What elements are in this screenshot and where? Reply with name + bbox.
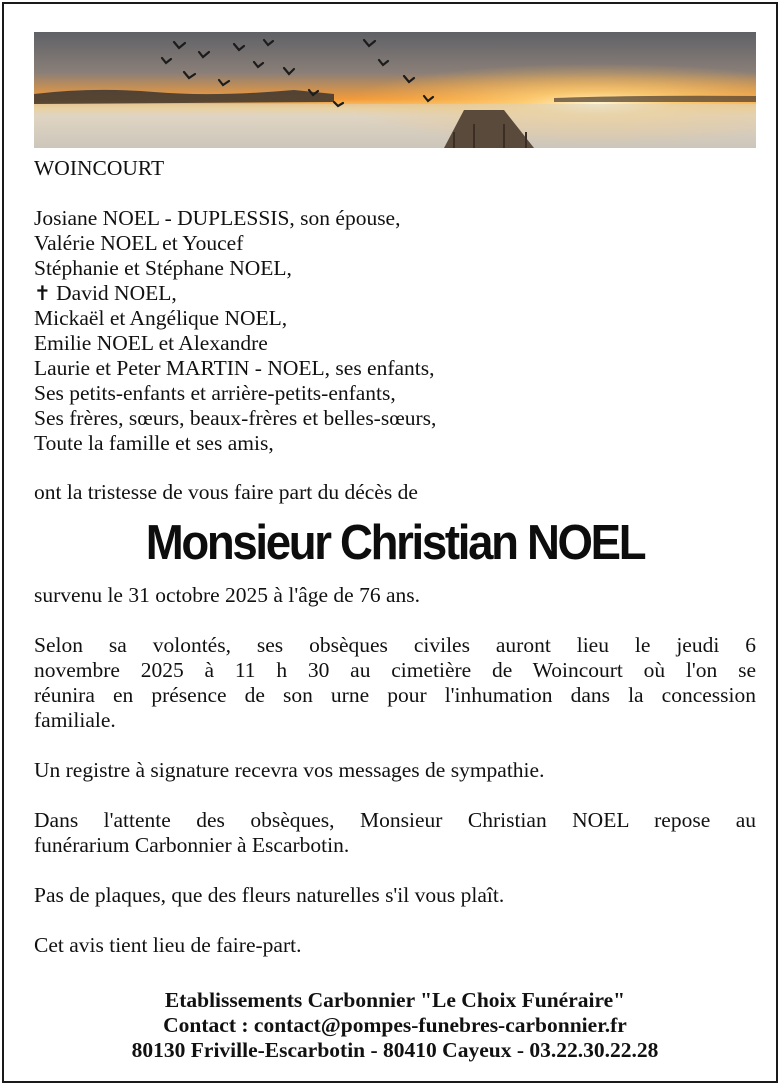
- death-info: survenu le 31 octobre 2025 à l'âge de 76 ans.: [34, 583, 420, 607]
- family-line: Ses frères, sœurs, beaux-frères et belles-sœurs,: [34, 406, 437, 430]
- flowers-text: Pas de plaques, que des fleurs naturelles s'il vous plaît.: [34, 883, 505, 907]
- deceased-name: Monsieur Christian NOEL: [145, 516, 645, 570]
- funeral-home-footer: [34, 988, 756, 1063]
- rest-paragraph: [34, 808, 756, 858]
- address-phone: 80130 Friville-Escarbotin - 80410 Cayeux - 03.22.30.22.28: [131, 1038, 659, 1062]
- sunset-lake-pier-birds-image: [34, 32, 756, 148]
- rest-line: Dans l'attente des obsèques, Monsieur Christian NOEL repose au: [34, 808, 756, 832]
- family-list: [34, 206, 756, 456]
- town-name: WOINCOURT: [34, 156, 165, 180]
- faire-part-text: Cet avis tient lieu de faire-part.: [34, 933, 302, 957]
- notice-body: [34, 156, 756, 958]
- registry-text: Un registre à signature recevra vos messages de sympathie.: [34, 758, 545, 782]
- ceremony-line: Selon sa volontés, ses obsèques civiles auront lieu le jeudi 6: [34, 633, 756, 657]
- family-line: Ses petits-enfants et arrière-petits-enfants,: [34, 381, 396, 405]
- company-name: Etablissements Carbonnier "Le Choix Funéraire": [164, 988, 626, 1012]
- cross-icon: ✝: [34, 281, 51, 305]
- banner-image: [34, 32, 756, 148]
- family-line-text: David NOEL,: [56, 281, 177, 305]
- ceremony-line: familiale.: [34, 708, 116, 732]
- contact-email: Contact : contact@pompes-funebres-carbonnier.fr: [163, 1013, 627, 1037]
- family-line: Josiane NOEL - DUPLESSIS, son épouse,: [34, 206, 401, 230]
- ceremony-line: réunira en présence de son urne pour l'inhumation dans la concession: [34, 683, 756, 707]
- family-line: Laurie et Peter MARTIN - NOEL, ses enfants,: [34, 356, 435, 380]
- family-line: Mickaël et Angélique NOEL,: [34, 306, 288, 330]
- obituary-notice: [2, 2, 778, 1083]
- rest-line: funérarium Carbonnier à Escarbotin.: [34, 833, 350, 857]
- family-line-deceased-son: [34, 281, 756, 306]
- family-line: Emilie NOEL et Alexandre: [34, 331, 268, 355]
- ceremony-paragraph: [34, 633, 756, 733]
- ceremony-line: novembre 2025 à 11 h 30 au cimetière de Woincourt où l'on se: [34, 658, 756, 682]
- family-line: Valérie NOEL et Youcef: [34, 231, 244, 255]
- family-line: Toute la famille et ses amis,: [34, 431, 274, 455]
- announcement-text: ont la tristesse de vous faire part du décès de: [34, 480, 418, 504]
- family-line: Stéphanie et Stéphane NOEL,: [34, 256, 292, 280]
